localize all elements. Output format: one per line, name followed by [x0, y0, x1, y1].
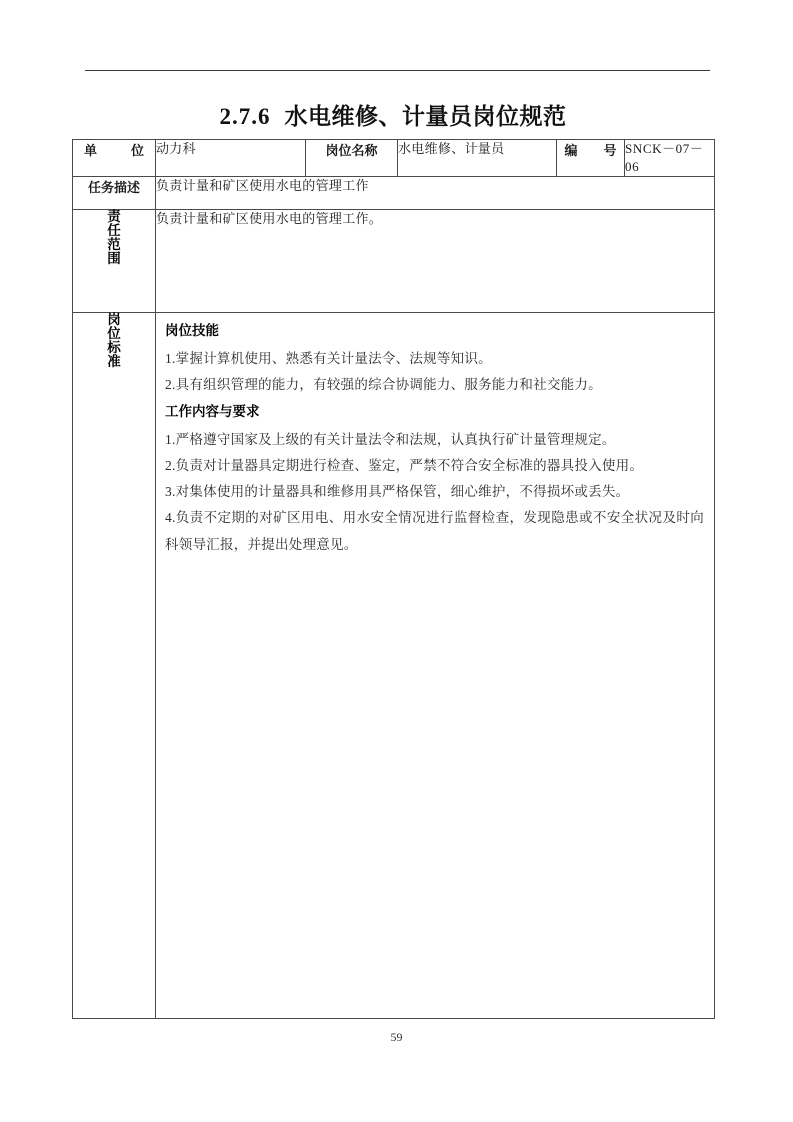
- table-row-task-description: [73, 177, 715, 210]
- job-standard-content: [156, 313, 714, 565]
- value-responsibility-scope: 负责计量和矿区使用水电的管理工作。: [156, 210, 715, 313]
- value-job-standard: [156, 313, 715, 1019]
- duty-item: 1.严格遵守国家及上级的有关计量法令和法规，认真执行矿计量管理规定。: [165, 432, 616, 448]
- label-task-description: 任务描述: [73, 177, 156, 210]
- value-unit: 动力科: [156, 140, 306, 177]
- skills-heading: 岗位技能: [165, 323, 219, 339]
- label-responsibility-scope: 责任范围: [73, 210, 156, 313]
- title-text: 水电维修、计量员岗位规范: [284, 103, 567, 129]
- skill-item: 1.掌握计算机使用、熟悉有关计量法令、法规等知识。: [165, 351, 492, 367]
- skill-item: 2.具有组织管理的能力，有较强的综合协调能力、服务能力和社交能力。: [165, 377, 602, 393]
- duty-item: 4.负责不定期的对矿区用电、用水安全情况进行监督检查，发现隐患或不安全状况及时向科领导汇报，并提出处理意见。: [165, 510, 704, 552]
- title-number: 2.7.6: [219, 104, 271, 129]
- duties-heading: 工作内容与要求: [165, 404, 260, 420]
- duty-item: 2.负责对计量器具定期进行检查、鉴定，严禁不符合安全标准的器具投入使用。: [165, 458, 644, 474]
- page-title: [72, 104, 714, 129]
- header-rule: [85, 70, 710, 71]
- table-row-responsibility-scope: [73, 210, 715, 313]
- job-specification-table: [72, 139, 715, 1019]
- label-post-name: 岗位名称: [306, 140, 398, 177]
- value-code: SNCK－07－06: [625, 140, 715, 177]
- value-task-description: 负责计量和矿区使用水电的管理工作: [156, 177, 715, 210]
- duty-item: 3.对集体使用的计量器具和维修用具严格保管，细心维护，不得损坏或丢失。: [165, 484, 630, 500]
- value-post-name: 水电维修、计量员: [398, 140, 557, 177]
- label-code: 编号: [557, 140, 625, 177]
- label-unit: 单位: [73, 140, 156, 177]
- page-number: 59: [390, 1030, 403, 1044]
- table-row-unit: [73, 140, 715, 177]
- table-row-job-standard: [73, 313, 715, 1019]
- label-job-standard: 岗位标准: [73, 313, 156, 1019]
